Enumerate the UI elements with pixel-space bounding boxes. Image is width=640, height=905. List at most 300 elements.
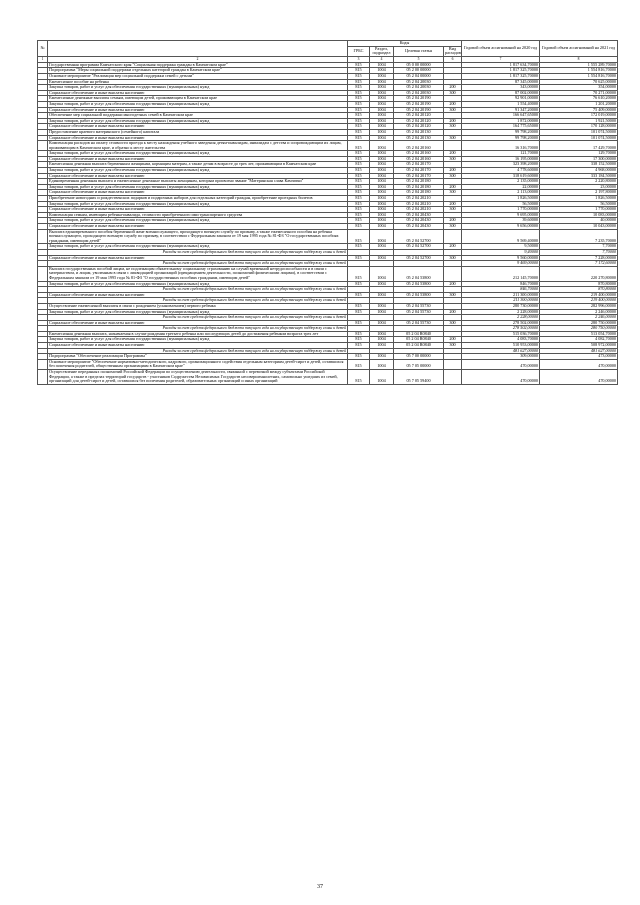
- expense-type-cell: 200: [444, 184, 462, 190]
- amount-2020-cell: 166 647,65000: [462, 113, 540, 119]
- amount-2020-cell: 846,70000: [462, 287, 540, 293]
- amount-2021-cell: 1 770,00000: [540, 207, 618, 213]
- target-article-cell: 05 2 04 20120: [394, 113, 444, 119]
- grbs-cell: 815: [348, 118, 370, 124]
- name-cell: Закупка товаров, работ и услуг для обеспечения государственных (муниципальных) нужд: [48, 151, 348, 157]
- grbs-cell: 815: [348, 135, 370, 141]
- razdel-cell: 1004: [370, 107, 394, 113]
- grbs-cell: 815: [348, 309, 370, 315]
- name-cell: Закупка товаров, работ и услуг для обеспечения государственных (муниципальных) нужд: [48, 201, 348, 207]
- razdel-cell: 1004: [370, 156, 394, 162]
- name-cell: Компенсация расходов на оплату стоимости проезда к месту нахождения учебного заведения детям-инвалидам, инвалидам с детства и сопровождающим их лицам, проживающим в Камчатском крае, и обратно к месту жительства: [48, 141, 348, 151]
- amount-2021-cell: 7 228,00000: [540, 255, 618, 261]
- expense-type-cell: [444, 266, 462, 281]
- razdel-cell: 1004: [370, 173, 394, 179]
- razdel-cell: 1004: [370, 309, 394, 315]
- amount-2021-cell: 10 043,00000: [540, 224, 618, 230]
- target-article-cell: 05 2 04 53800: [394, 266, 444, 281]
- amount-2020-cell: 2 228,00000: [462, 309, 540, 315]
- grbs-cell: 815: [348, 85, 370, 91]
- amount-2020-cell: 9 695,00000: [462, 212, 540, 218]
- name-cell: Закупка товаров, работ и услуг для обеспечения государственных (муниципальных) нужд: [48, 168, 348, 174]
- expense-type-cell: 300: [444, 124, 462, 130]
- expense-type-cell: 200: [444, 281, 462, 287]
- grbs-cell: 815: [348, 255, 370, 261]
- name-cell: Социальное обеспечение и иные выплаты населению: [48, 107, 348, 113]
- name-cell: Расходы за счет средств федерального бюджета текущего года на государственную поддержку семьи и детей: [48, 249, 348, 255]
- amount-2021-cell: 17 429,70000: [540, 141, 618, 151]
- name-cell: Предоставление краевого материнского (семейного) капитала: [48, 129, 348, 135]
- grbs-cell: 815: [348, 179, 370, 185]
- expense-type-cell: 300: [444, 343, 462, 349]
- grbs-cell: 815: [348, 331, 370, 337]
- name-cell: Закупка товаров, работ и услуг для обеспечения государственных (муниципальных) нужд: [48, 101, 348, 107]
- target-article-cell: 05 2 04 20120: [394, 118, 444, 124]
- target-article-cell: 05 2 04 53800: [394, 281, 444, 287]
- header-index: 8: [540, 56, 618, 62]
- target-article-cell: 05 2 04 20210: [394, 201, 444, 207]
- amount-2021-cell: 220 270,80000: [540, 266, 618, 281]
- grbs-cell: 815: [348, 354, 370, 360]
- name-cell: Социальное обеспечение и иные выплаты населению: [48, 292, 348, 298]
- target-article-cell: 05 2 04 55730: [394, 320, 444, 326]
- amount-2021-cell: 76 610,20000: [540, 96, 618, 102]
- grbs-cell: 815: [348, 107, 370, 113]
- target-article-cell: 05 2 04 20030: [394, 85, 444, 91]
- amount-2020-cell: 1 872,00000: [462, 118, 540, 124]
- num-cell: [38, 266, 48, 281]
- razdel-cell: 1004: [370, 218, 394, 224]
- amount-2020-cell: 22,00000: [462, 184, 540, 190]
- header-index: 1: [38, 56, 48, 62]
- header-index: 5: [394, 56, 444, 62]
- razdel-cell: 1004: [370, 141, 394, 151]
- grbs-cell: 815: [348, 113, 370, 119]
- amount-2021-cell: 2 220,80000: [540, 179, 618, 185]
- amount-2020-cell: 1 817 634,70000: [462, 62, 540, 68]
- amount-2021-cell: 481 627,00000: [540, 348, 618, 354]
- expense-type-cell: 200: [444, 118, 462, 124]
- amount-2020-cell: 9 569,40000: [462, 229, 540, 244]
- amount-2021-cell: 1 921,50000: [540, 118, 618, 124]
- razdel-cell: 1004: [370, 124, 394, 130]
- amount-2020-cell: 515 036,70000: [462, 331, 540, 337]
- amount-2020-cell: 9,50000: [462, 244, 540, 250]
- amount-2020-cell: 91 347,20000: [462, 107, 540, 113]
- grbs-cell: 815: [348, 90, 370, 96]
- name-cell: Единовременная денежная выплата и ежемесячные денежные выплаты женщинам, которым присвоено звание "Материнская слава Камчатки": [48, 179, 348, 185]
- target-article-cell: 05 2 04 20430: [394, 224, 444, 230]
- amount-2021-cell: 870,80000: [540, 281, 618, 287]
- amount-2021-cell: 338 152,50000: [540, 162, 618, 168]
- expense-type-cell: [444, 359, 462, 369]
- name-cell: Социальное обеспечение и иные выплаты населению: [48, 224, 348, 230]
- amount-2021-cell: 70 625,00000: [540, 79, 618, 85]
- amount-2020-cell: 121,70000: [462, 151, 540, 157]
- grbs-cell: 815: [348, 162, 370, 168]
- razdel-cell: 1004: [370, 90, 394, 96]
- name-cell: Ежемесячная денежная выплата, назначаемая в случае рождения третьего ребенка или последующих детей до достижения ребенком возраста трех лет: [48, 331, 348, 337]
- expense-type-cell: [444, 370, 462, 385]
- expense-type-cell: 200: [444, 218, 462, 224]
- amount-2020-cell: 9 469,00000: [462, 261, 540, 267]
- target-article-cell: 05 2 04 20430: [394, 218, 444, 224]
- grbs-cell: 815: [348, 266, 370, 281]
- grbs-cell: 815: [348, 212, 370, 218]
- target-article-cell: 05 2 04 52700: [394, 244, 444, 250]
- header-vr: Вид расходов: [445, 46, 461, 56]
- header-cs: Целевая статья: [394, 46, 444, 56]
- name-cell: Социальное обеспечение и иные выплаты населению: [48, 173, 348, 179]
- amount-2021-cell: 280 750,00000: [540, 320, 618, 326]
- amount-2020-cell: 280 730,00000: [462, 303, 540, 309]
- target-article-cell: 05 2 04 00000: [394, 73, 444, 79]
- budget-table: [37, 40, 618, 385]
- amount-2021-cell: 333 184,50000: [540, 173, 618, 179]
- amount-2020-cell: 343,00000: [462, 85, 540, 91]
- razdel-cell: 1004: [370, 168, 394, 174]
- amount-2021-cell: 172 019,00000: [540, 113, 618, 119]
- header-index: 2: [48, 56, 348, 62]
- amount-2021-cell: 280 750,00000: [540, 326, 618, 332]
- name-cell: Закупка товаров, работ и услуг для обеспечения государственных (муниципальных) нужд: [48, 337, 348, 343]
- razdel-cell: 1004: [370, 68, 394, 74]
- expense-type-cell: 300: [444, 135, 462, 141]
- amount-2021-cell: 1 201,20000: [540, 101, 618, 107]
- razdel-cell: 1004: [370, 359, 394, 369]
- amount-2020-cell: 9 656,00000: [462, 224, 540, 230]
- amount-2020-cell: 2 113,00000: [462, 190, 540, 196]
- table-body: [38, 62, 618, 384]
- grbs-cell: 815: [348, 141, 370, 151]
- target-article-cell: 05 2 04 20160: [394, 141, 444, 151]
- grbs-cell: 815: [348, 68, 370, 74]
- name-cell: Ежемесячная денежная выплата беременным женщинам, кормящим матерям, а также детям в возрасте до трех лет, проживающим в Камчатском крае: [48, 162, 348, 168]
- header-year-2021: Годовой объем ассигнований на 2021 год: [540, 41, 618, 57]
- amount-2021-cell: 10 083,00000: [540, 212, 618, 218]
- expense-type-cell: 300: [444, 320, 462, 326]
- amount-2020-cell: 1 770,00000: [462, 207, 540, 213]
- target-article-cell: 05 2 04 20170: [394, 173, 444, 179]
- amount-2020-cell: 1 826,50000: [462, 196, 540, 202]
- expense-type-cell: 200: [444, 151, 462, 157]
- amount-2021-cell: 508 972,00000: [540, 343, 618, 349]
- expense-type-cell: [444, 229, 462, 244]
- amount-2020-cell: 16 316,70000: [462, 141, 540, 151]
- target-article-cell: 05 2 04 20180: [394, 179, 444, 185]
- header-index: 3: [348, 56, 370, 62]
- razdel-cell: 1004: [370, 79, 394, 85]
- expense-type-cell: 300: [444, 173, 462, 179]
- grbs-cell: 815: [348, 229, 370, 244]
- header-index: 4: [370, 56, 394, 62]
- num-cell: [38, 141, 48, 151]
- razdel-cell: 1004: [370, 331, 394, 337]
- grbs-cell: 815: [348, 244, 370, 250]
- num-cell: [38, 229, 48, 244]
- name-cell: Расходы за счет средств федерального бюджета текущего года на государственную поддержку семьи и детей: [48, 298, 348, 304]
- grbs-cell: 815: [348, 320, 370, 326]
- target-article-cell: 05 2 04 20120: [394, 124, 444, 130]
- expense-type-cell: 200: [444, 201, 462, 207]
- razdel-cell: 1004: [370, 151, 394, 157]
- table-row: [38, 370, 618, 385]
- amount-2021-cell: 4 968,00000: [540, 168, 618, 174]
- amount-2021-cell: 1 555 289,70000: [540, 62, 618, 68]
- name-cell: Выплата единовременного пособия беременной жене военнослужащего, проходящего военную службу по призыву, а также ежемесячного пособия на ребенка военнослужащего, проходящего военную службу по призыву, в соответствии с Федеральным законом от 19 мая 1995 года № 81-ФЗ "О государственных пособиях гражданам, имеющим детей": [48, 229, 348, 244]
- table-row: [38, 359, 618, 369]
- expense-type-cell: 300: [444, 156, 462, 162]
- num-cell: [38, 359, 48, 369]
- target-article-cell: 05 2 04 R0840: [394, 343, 444, 349]
- expense-type-cell: 200: [444, 244, 462, 250]
- amount-2020-cell: 2 228,00000: [462, 315, 540, 321]
- grbs-cell: 815: [348, 343, 370, 349]
- target-article-cell: 05 2 00 00000: [394, 68, 444, 74]
- name-cell: Приобретение новогодних и рождественских подарков и подарочных наборов для отдельных категорий граждан, приобретение проездных билетов: [48, 196, 348, 202]
- name-cell: Социальное обеспечение и иные выплаты населению: [48, 190, 348, 196]
- expense-type-cell: 300: [444, 224, 462, 230]
- name-cell: Компенсация семьям, имеющим ребенка-инвалида, стоимости приобретенного ими транспортного средства: [48, 212, 348, 218]
- razdel-cell: 1004: [370, 207, 394, 213]
- razdel-cell: 1004: [370, 85, 394, 91]
- amount-2020-cell: 212 145,70000: [462, 266, 540, 281]
- header-num: №: [38, 41, 48, 57]
- header-index: 6: [444, 56, 462, 62]
- amount-2021-cell: 7,70000: [540, 249, 618, 255]
- amount-2020-cell: 1 817 325,70000: [462, 73, 540, 79]
- amount-2021-cell: 2 246,00000: [540, 315, 618, 321]
- name-cell: Социальное обеспечение и иные выплаты населению: [48, 124, 348, 130]
- razdel-cell: 1004: [370, 281, 394, 287]
- expense-type-cell: 300: [444, 292, 462, 298]
- header-grbs: ГРБС: [348, 46, 370, 56]
- amount-2020-cell: 2 135,00000: [462, 179, 540, 185]
- grbs-cell: 815: [348, 156, 370, 162]
- header-codes: Коды: [348, 41, 462, 47]
- razdel-cell: 1004: [370, 135, 394, 141]
- name-cell: Социальное обеспечение и иные выплаты населению: [48, 90, 348, 96]
- grbs-cell: 815: [348, 101, 370, 107]
- name-cell: Осуществление переданных полномочий Российской Федерации по осуществлению деятельности, связанной с перевозкой между субъектами Российской Федерации, а также в пределах территорий государств - участников Содружества Независимых Государств несовершеннолетних, самовольно ушедших из семей, организаций для детей-сирот и детей, оставшихся без попечения родителей, образовательных организаций и иных организаций: [48, 370, 348, 385]
- name-cell: Социальное обеспечение и иные выплаты населению: [48, 255, 348, 261]
- grbs-cell: 815: [348, 184, 370, 190]
- target-article-cell: 05 2 04 20160: [394, 156, 444, 162]
- header-razdel: Раздел, подраздел: [370, 46, 394, 56]
- razdel-cell: 1004: [370, 201, 394, 207]
- amount-2021-cell: 7,70000: [540, 244, 618, 250]
- razdel-cell: 1004: [370, 337, 394, 343]
- amount-2020-cell: 323 398,20000: [462, 162, 540, 168]
- razdel-cell: 1004: [370, 212, 394, 218]
- amount-2021-cell: 7 235,70000: [540, 229, 618, 244]
- amount-2021-cell: 470,00000: [540, 370, 618, 385]
- amount-2020-cell: 211 300,00000: [462, 292, 540, 298]
- target-article-cell: 05 2 04 20430: [394, 212, 444, 218]
- razdel-cell: 1004: [370, 62, 394, 68]
- grbs-cell: 815: [348, 168, 370, 174]
- grbs-cell: 815: [348, 224, 370, 230]
- expense-type-cell: 200: [444, 337, 462, 343]
- razdel-cell: 1004: [370, 184, 394, 190]
- amount-2021-cell: 56,50000: [540, 201, 618, 207]
- name-cell: Расходы за счет средств федерального бюджета текущего года на государственную поддержку семьи и детей: [48, 261, 348, 267]
- amount-2021-cell: 40,00000: [540, 218, 618, 224]
- grbs-cell: 815: [348, 292, 370, 298]
- header-year-2020: Годовой объем ассигнований на 2020 год: [462, 41, 540, 57]
- grbs-cell: 815: [348, 129, 370, 135]
- name-cell: Закупка товаров, работ и услуг для обеспечения государственных (муниципальных) нужд: [48, 309, 348, 315]
- target-article-cell: 05 2 04 20170: [394, 168, 444, 174]
- target-article-cell: 05 7 05 00000: [394, 359, 444, 369]
- name-cell: Социальное обеспечение и иные выплаты населению: [48, 343, 348, 349]
- name-cell: Расходы за счет средств федерального бюджета текущего года на государственную поддержку семьи и детей: [48, 315, 348, 321]
- grbs-cell: 815: [348, 62, 370, 68]
- amount-2021-cell: 1 826,50000: [540, 196, 618, 202]
- target-article-cell: 05 2 04 20210: [394, 196, 444, 202]
- expense-type-cell: 200: [444, 309, 462, 315]
- razdel-cell: 1004: [370, 118, 394, 124]
- table-row: [38, 229, 618, 244]
- header-name: [48, 41, 348, 57]
- amount-2020-cell: 87 345,00000: [462, 79, 540, 85]
- amount-2021-cell: 473,00000: [540, 354, 618, 360]
- amount-2020-cell: 470,00000: [462, 359, 540, 369]
- amount-2020-cell: 56,50000: [462, 201, 540, 207]
- amount-2021-cell: 4 082,70000: [540, 337, 618, 343]
- amount-2021-cell: 219 400,00000: [540, 298, 618, 304]
- name-cell: Ежемесячное пособие на ребенка: [48, 79, 348, 85]
- amount-2021-cell: 870,80000: [540, 287, 618, 293]
- grbs-cell: 815: [348, 201, 370, 207]
- target-article-cell: 05 2 04 20190: [394, 107, 444, 113]
- amount-2021-cell: 23,00000: [540, 184, 618, 190]
- table-row: [38, 141, 618, 151]
- grbs-cell: 815: [348, 196, 370, 202]
- name-cell: Расходы за счет средств федерального бюджета текущего года на государственную поддержку семьи и детей: [48, 348, 348, 354]
- target-article-cell: 05 2 04 52700: [394, 255, 444, 261]
- target-article-cell: 05 2 04 20030: [394, 79, 444, 85]
- razdel-cell: 1004: [370, 255, 394, 261]
- grbs-cell: 815: [348, 370, 370, 385]
- name-cell: Закупка товаров, работ и услуг для обеспечения государственных (муниципальных) нужд: [48, 244, 348, 250]
- amount-2020-cell: 1 817 325,70000: [462, 68, 540, 74]
- amount-2020-cell: 309,00000: [462, 354, 540, 360]
- amount-2021-cell: 354,00000: [540, 85, 618, 91]
- target-article-cell: 05 2 04 55730: [394, 309, 444, 315]
- amount-2021-cell: 1 554 816,70000: [540, 68, 618, 74]
- target-article-cell: 05 2 04 53800: [394, 292, 444, 298]
- razdel-cell: 1004: [370, 190, 394, 196]
- target-article-cell: 05 2 04 20180: [394, 184, 444, 190]
- name-cell: Основное мероприятие "Обеспечение нормативно-методического, кадрового, организационного содействия отдельным категориям детей-сирот и детей, оставшихся без попечения родителей, общественным организациям в Камчатском крае": [48, 359, 348, 369]
- name-cell: Выплата государственных пособий лицам, не подлежащим обязательному социальному страхованию на случай временной нетрудоспособности и в связи с материнством, и лицам, уволенным в связи с ликвидацией организаций (прекращением деятельности, полномочий физическими лицами), в соответствии с Федеральным законом от 19 мая 1995 года № 81-ФЗ "О государственных пособиях гражданам, имеющим детей": [48, 266, 348, 281]
- amount-2020-cell: 470,00000: [462, 370, 540, 385]
- num-cell: [38, 370, 48, 385]
- grbs-cell: 815: [348, 173, 370, 179]
- razdel-cell: 1004: [370, 196, 394, 202]
- amount-2021-cell: 2 246,00000: [540, 309, 618, 315]
- amount-2020-cell: 481 627,00000: [462, 348, 540, 354]
- amount-2020-cell: 510 953,00000: [462, 343, 540, 349]
- amount-2020-cell: 99 798,20000: [462, 135, 540, 141]
- amount-2020-cell: 39,60000: [462, 218, 540, 224]
- target-article-cell: 05 2 04 20130: [394, 129, 444, 135]
- expense-type-cell: 300: [444, 190, 462, 196]
- razdel-cell: 1004: [370, 266, 394, 281]
- amount-2021-cell: 75 409,00000: [540, 107, 618, 113]
- amount-2021-cell: 470,00000: [540, 359, 618, 369]
- amount-2021-cell: 17 300,00000: [540, 156, 618, 162]
- expense-type-cell: 200: [444, 101, 462, 107]
- razdel-cell: 1004: [370, 320, 394, 326]
- razdel-cell: 1004: [370, 343, 394, 349]
- razdel-cell: 1004: [370, 73, 394, 79]
- target-article-cell: 05 7 00 00000: [394, 354, 444, 360]
- expense-type-cell: 200: [444, 85, 462, 91]
- razdel-cell: 1004: [370, 113, 394, 119]
- name-cell: Ежемесячные денежные выплаты семьям, имеющим детей, проживающим в Камчатском крае: [48, 96, 348, 102]
- target-article-cell: 05 2 04 20190: [394, 96, 444, 102]
- grbs-cell: 815: [348, 303, 370, 309]
- razdel-cell: 1004: [370, 162, 394, 168]
- amount-2020-cell: 9,40000: [462, 249, 540, 255]
- name-cell: Основное мероприятие "Реализация мер социальной поддержки семей с детьми": [48, 73, 348, 79]
- amount-2021-cell: 170 128,00000: [540, 124, 618, 130]
- page-number: 37: [317, 884, 323, 890]
- amount-2020-cell: 4 083,70000: [462, 337, 540, 343]
- amount-2020-cell: 278 502,00000: [462, 326, 540, 332]
- target-article-cell: 05 2 04 20160: [394, 151, 444, 157]
- name-cell: Государственная программа Камчатского края "Социальная поддержка граждан в Камчатском крае": [48, 62, 348, 68]
- razdel-cell: 1004: [370, 179, 394, 185]
- name-cell: Социальное обеспечение и иные выплаты населению: [48, 135, 348, 141]
- expense-type-cell: 300: [444, 255, 462, 261]
- name-cell: Социальное обеспечение и иные выплаты населению: [48, 207, 348, 213]
- target-article-cell: 05 0 00 00000: [394, 62, 444, 68]
- razdel-cell: 1004: [370, 96, 394, 102]
- razdel-cell: 1004: [370, 354, 394, 360]
- name-cell: Закупка товаров, работ и услуг для обеспечения государственных (муниципальных) нужд: [48, 85, 348, 91]
- amount-2021-cell: 1 554 816,70000: [540, 73, 618, 79]
- amount-2021-cell: 101 074,50000: [540, 129, 618, 135]
- grbs-cell: 815: [348, 124, 370, 130]
- expense-type-cell: 200: [444, 168, 462, 174]
- name-cell: Закупка товаров, работ и услуг для обеспечения государственных (муниципальных) нужд: [48, 184, 348, 190]
- amount-2020-cell: 92 901,00000: [462, 96, 540, 102]
- name-cell: Закупка товаров, работ и услуг для обеспечения государственных (муниципальных) нужд: [48, 218, 348, 224]
- name-cell: Закупка товаров, работ и услуг для обеспечения государственных (муниципальных) нужд: [48, 281, 348, 287]
- amount-2021-cell: 513 054,70000: [540, 331, 618, 337]
- name-cell: Социальное обеспечение и иные выплаты населению: [48, 156, 348, 162]
- amount-2020-cell: 16 195,00000: [462, 156, 540, 162]
- razdel-cell: 1004: [370, 129, 394, 135]
- amount-2020-cell: 211 300,00000: [462, 298, 540, 304]
- amount-2020-cell: 99 798,20000: [462, 129, 540, 135]
- grbs-cell: 815: [348, 207, 370, 213]
- target-article-cell: 05 2 04 52700: [394, 229, 444, 244]
- grbs-cell: 815: [348, 218, 370, 224]
- grbs-cell: 815: [348, 79, 370, 85]
- amount-2020-cell: 278 502,00000: [462, 320, 540, 326]
- amount-2020-cell: 4 778,60000: [462, 168, 540, 174]
- amount-2020-cell: 9 560,00000: [462, 255, 540, 261]
- name-cell: Расходы за счет средств федерального бюджета текущего года на государственную поддержку семьи и детей: [48, 287, 348, 293]
- razdel-cell: 1004: [370, 101, 394, 107]
- name-cell: Осуществление ежемесячной выплаты в связи с рождением (усыновлением) первого ребенка: [48, 303, 348, 309]
- razdel-cell: 1004: [370, 224, 394, 230]
- amount-2021-cell: 282 996,00000: [540, 303, 618, 309]
